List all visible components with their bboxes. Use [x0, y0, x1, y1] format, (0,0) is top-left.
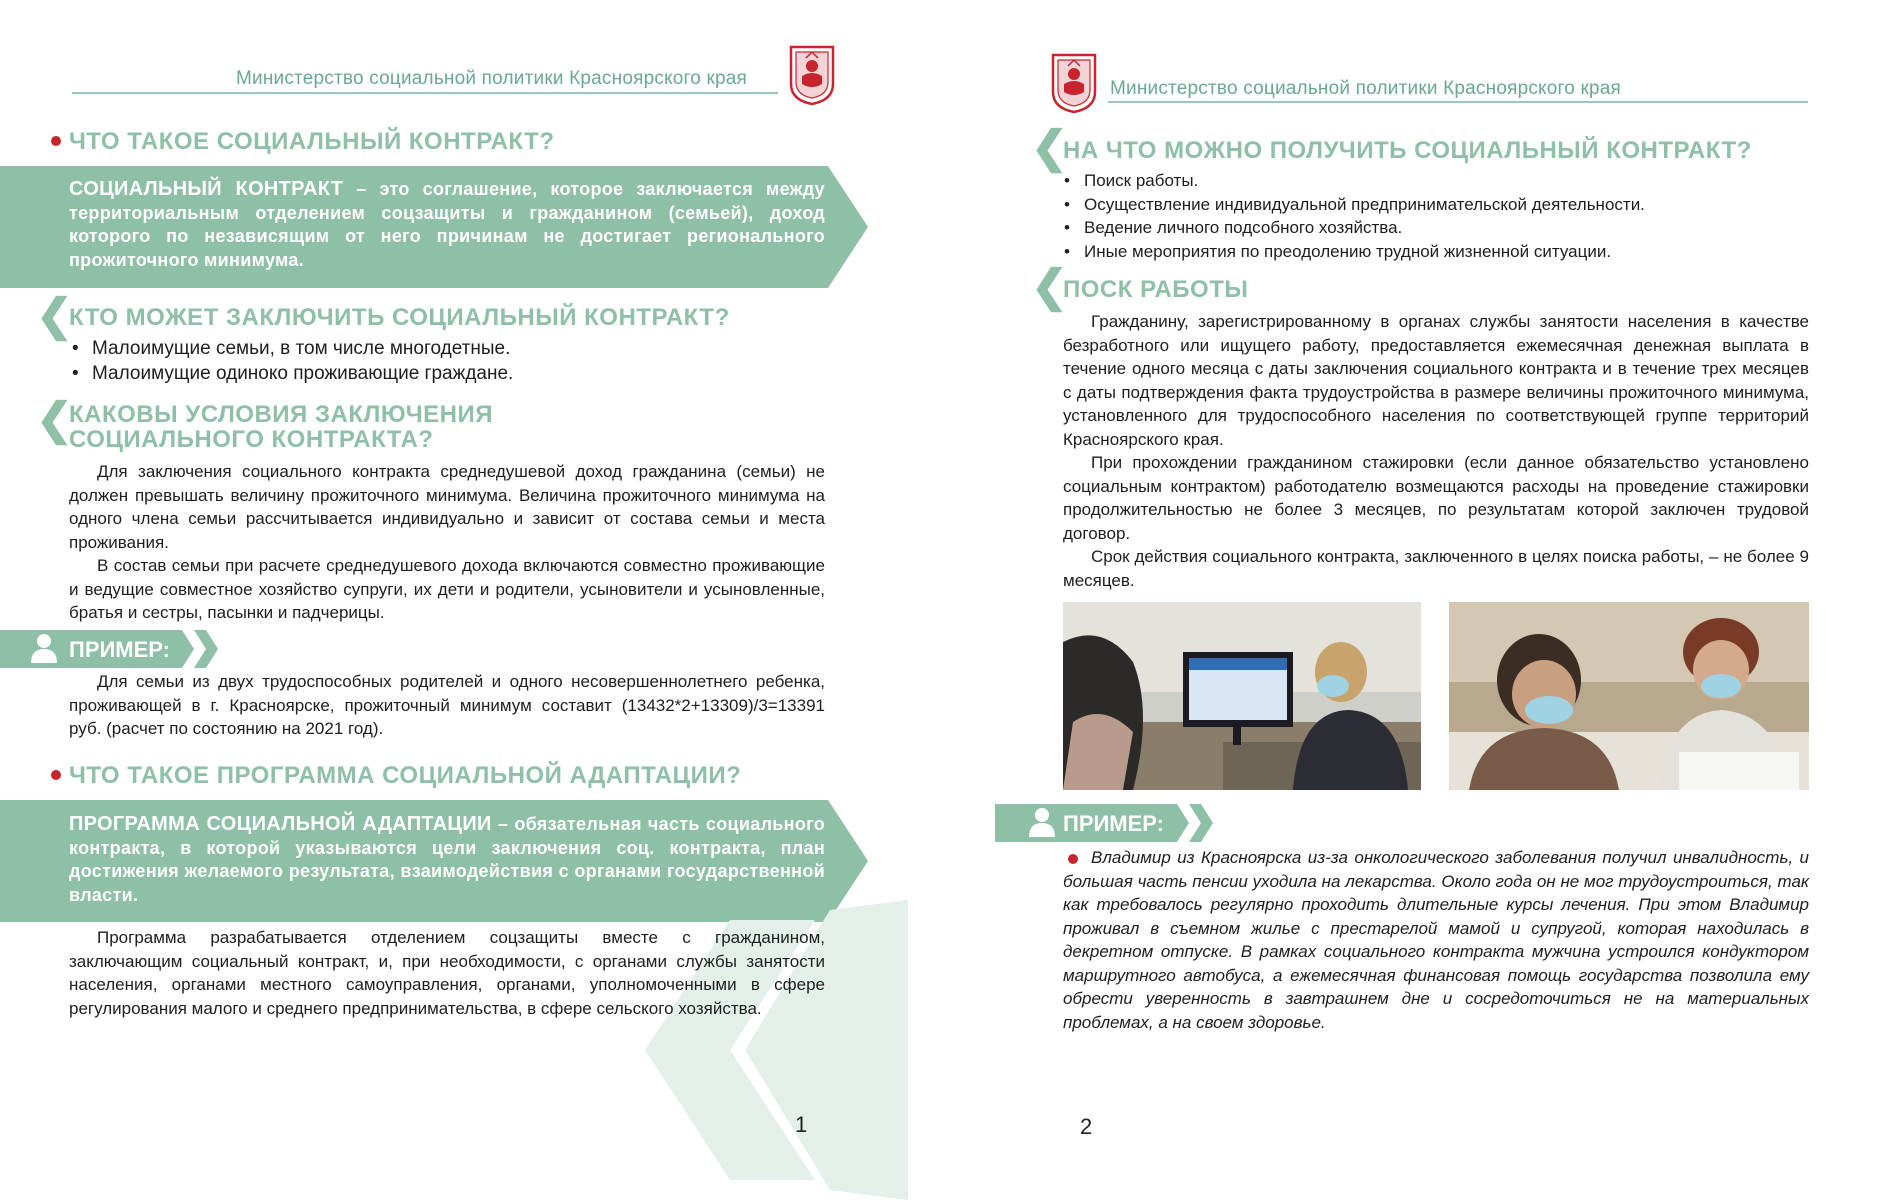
example-text-left: [69, 670, 825, 741]
program-paragraph: Программа разрабатывается отделением соцзащиты вместе с гражданином, заключающим социальный контракт, и, при необходимости, с органами службы занятости населения, органами местного самоуправления, органами, уполномоченными в сфере регулирования малого и среднего предпринимательства, в сфере сельского хозяйства.: [69, 928, 825, 1018]
job-paragraph: При прохождении гражданином стажировки (если данное обязательство установлено социальным контрактом) работодателю возмещаются расходы на проведение стажировки продолжительностью не более 3 месяцев, по результатам которой заключен трудовой договор.: [1063, 453, 1809, 543]
list-item: • Ведение личного подсобного хозяйства.: [1062, 216, 1822, 240]
section-title-what-for: НА ЧТО МОЖНО ПОЛУЧИТЬ СОЦИАЛЬНЫЙ КОНТРАКТ?: [1063, 137, 1752, 164]
list-item: • Малоимущие семьи, в том числе многодетные.: [70, 336, 830, 361]
job-paragraph: Срок действия социального контракта, заключенного в целях поиска работы, – не более 9 месяцев.: [1063, 547, 1809, 590]
page-number-left: 1: [795, 1112, 808, 1137]
header-rule-left: [72, 92, 778, 94]
ministry-header-left: Министерство социальной политики Красноярского края: [236, 68, 748, 89]
definition-text: – обязательная часть социального контракта, в которой указываются цели заключения соц. контракта, план достижения желаемого результата, взаимодействия с органами государственной власти.: [69, 814, 825, 905]
coat-of-arms-icon: [788, 44, 836, 106]
conditions-title-line1: КАКОВЫ УСЛОВИЯ ЗАКЛЮЧЕНИЯ: [69, 401, 493, 428]
bullet-dot-icon: [51, 770, 61, 780]
example-label-left: ПРИМЕР:: [69, 637, 171, 662]
definition-adaptation: [69, 813, 825, 907]
definition-social-contract: [69, 178, 825, 272]
conditions-paragraph: В состав семьи при расчете среднедушевого дохода включаются совместно проживающие и ведущие совместное хозяйство супруги, их дети и родители, усыновители и усыновленные, братья и сестры, пасынки и падчерицы.: [69, 556, 825, 622]
list-item: • Иные мероприятия по преодолению трудной жизненной ситуации.: [1062, 240, 1822, 264]
job-search-text: [1063, 310, 1809, 592]
ministry-header-right: Министерство социальной политики Красноярского края: [1110, 78, 1622, 99]
coat-of-arms-icon: [1050, 52, 1098, 114]
chevron-left-icon: ❮: [36, 395, 73, 444]
list-item: • Поиск работы.: [1062, 169, 1822, 193]
section-title-adaptation: ЧТО ТАКОЕ ПРОГРАММА СОЦИАЛЬНОЙ АДАПТАЦИИ?: [69, 762, 742, 789]
header-rule-right: [1108, 101, 1808, 103]
term-social-contract: СОЦИАЛЬНЫЙ КОНТРАКТ: [69, 178, 344, 200]
person-icon: [1028, 807, 1056, 837]
program-text: [69, 926, 825, 1020]
example-paragraph: Владимир из Красноярска из-за онкологического заболевания получил инвалидность, и большая часть пенсии уходила на лекарства. Около года он не мог трудоустроиться, так как требовалось регулярно проходить длительные курсы лечения. При этом Владимир проживал в съемном жилье с престарелой мамой и супругой, которая находилась в декретном отпуске. В рамках социального контракта мужчина устроился кондуктором маршрутного автобуса, а ежемесячная финансовая помощь государства позволила ему обрести уверенность в завтрашнем дне и сосредоточиться не на материальных проблемах, а на своем здоровье.: [1063, 848, 1809, 1032]
person-icon: [30, 633, 58, 663]
list-item: • Малоимущие одиноко проживающие граждане.: [70, 361, 830, 386]
what-for-list: [1062, 169, 1822, 263]
definition-text: – это соглашение, которое заключается между территориальным отделением соцзащиты и гражданином (семьей), доход которого по независящим от него причинам не достигает регионального прожиточного минимума.: [69, 179, 825, 270]
section-title-job-search: ПОСК РАБОТЫ: [1063, 276, 1249, 303]
chevron-left-icon: ❮: [1031, 262, 1068, 311]
example-text-right: [1063, 846, 1809, 1034]
conditions-text: [69, 460, 825, 625]
term-adaptation: ПРОГРАММА СОЦИАЛЬНОЙ АДАПТАЦИИ: [69, 813, 492, 835]
section-title-who-can: КТО МОЖЕТ ЗАКЛЮЧИТЬ СОЦИАЛЬНЫЙ КОНТРАКТ?: [69, 304, 730, 331]
conditions-paragraph: Для заключения социального контракта среднедушевой доход гражданина (семьи) не должен превышать величину прожиточного минимума. Величина прожиточного минимума на одного члена семьи рассчитывается индивидуально и зависит от состава семьи и места проживания.: [69, 462, 825, 552]
example-label-right: ПРИМЕР:: [1063, 811, 1165, 836]
conditions-title-line2: СОЦИАЛЬНОГО КОНТРАКТА?: [69, 426, 434, 453]
photo-document-consultation: [1449, 602, 1809, 790]
chevron-left-icon: ❮: [36, 291, 73, 340]
job-paragraph: Гражданину, зарегистрированному в органах службы занятости населения в качестве безработного или ищущего работу, предоставляется ежемесячная денежная выплата в течение одного месяца с даты заключения социального контракта и в течение трех месяцев с даты подтверждения факта трудоустройства в размере величины прожиточного минимума, установленного для трудоспособного населения по соответствующей группе территорий Красноярского края.: [1063, 312, 1809, 449]
section-title-conditions: [69, 402, 493, 452]
list-item: • Осуществление индивидуальной предпринимательской деятельности.: [1062, 193, 1822, 217]
section-title-what-is-contract: ЧТО ТАКОЕ СОЦИАЛЬНЫЙ КОНТРАКТ?: [69, 128, 555, 155]
example-paragraph: Для семьи из двух трудоспособных родителей и одного несовершеннолетнего ребенка, проживающей в г. Красноярске, прожиточный минимум составит (13432*2+13309)/3=13391 руб. (расчет по состоянию на 2021 год).: [69, 672, 825, 738]
photo-computer-consultation: [1063, 602, 1421, 790]
bullet-dot-icon: [51, 136, 61, 146]
page-number-right: 2: [1080, 1114, 1093, 1139]
who-list: [70, 336, 830, 386]
chevron-left-icon: ❮: [1031, 123, 1068, 172]
